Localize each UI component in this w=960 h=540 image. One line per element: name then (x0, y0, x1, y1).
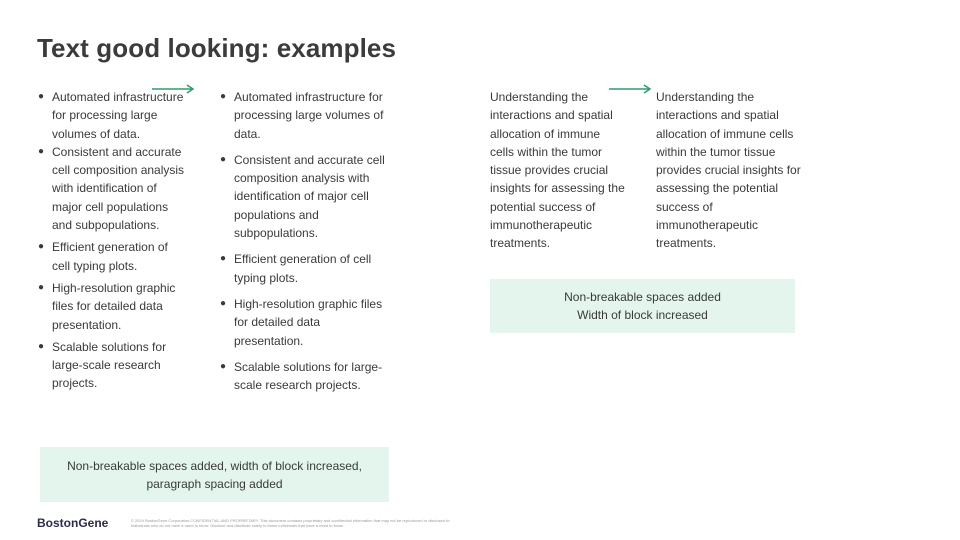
list-item-text: Efficient generation of cell typing plots. (234, 252, 372, 285)
arrow-right-icon (609, 83, 654, 95)
list-item (220, 358, 390, 395)
bullet-icon: ● (38, 340, 45, 352)
list-item (38, 338, 188, 393)
footer-disclaimer: © 2024 BostonGene Corporation CONFIDENTIAL AND PROPRIETARY. This document contains proprietary and confidential information that may not be reproduced or disclosed to individuals who do not have a need to know. Disclose and distribute solely to those individuals that have a need to know. (131, 518, 450, 528)
list-item (38, 279, 188, 334)
list-item-text: Automated infrastructure for processing large volumes of data. (234, 90, 384, 141)
list-item-text: High-resolution graphic files for detailed data presentation. (52, 280, 176, 332)
paragraph-before: Understanding the interactions and spatial allocation of immune cells within the tumor tissue provides crucial insights for assessing the potential success of immunotherapeutic treatments. (490, 90, 625, 251)
bullet-icon: ● (220, 253, 227, 265)
list-item-text: High-resolution graphic files for detailed data presentation. (234, 296, 383, 348)
list-item-text: Scalable solutions for large-scale research projects. (52, 339, 167, 391)
note-line: Width of block increased (577, 308, 708, 322)
list-item-text: Efficient generation of cell typing plots. (52, 240, 168, 273)
list-item-text: Automated infrastructure for processing large volumes of data. (52, 90, 184, 141)
list-item-text: Consistent and accurate cell composition analysis with identification of major cell populations and subpopulations. (234, 152, 385, 241)
list-item (38, 143, 188, 234)
brand-logo (37, 516, 108, 530)
list-item (220, 250, 390, 287)
arrow-right-icon (152, 83, 197, 95)
note-line: paragraph spacing added (146, 476, 283, 491)
bullet-list-after (220, 88, 390, 402)
note-line: Non-breakable spaces added, width of block increased, (67, 458, 362, 473)
list-item (38, 88, 188, 143)
bullet-icon: ● (220, 91, 227, 102)
logo-text-part2: Gene (78, 516, 109, 530)
list-item (38, 238, 188, 275)
right-example-note (490, 279, 795, 333)
list-item-text: Scalable solutions for large-scale research projects. (234, 359, 383, 393)
logo-text-part1: Boston (37, 516, 79, 530)
list-item (220, 295, 390, 350)
bullet-icon: ● (220, 153, 227, 165)
bullet-icon: ● (38, 241, 45, 253)
left-example-note (40, 447, 389, 502)
note-line: Non-breakable spaces added (564, 290, 721, 304)
list-item (220, 151, 390, 242)
paragraph-after: Understanding the interactions and spatial allocation of immune cells within the tumor tissue provides crucial insights for assessing the potential success of immunotherapeutic treatments. (656, 90, 801, 251)
page-title: Text good looking: examples (37, 33, 397, 63)
list-item (220, 88, 390, 143)
list-item-text: Consistent and accurate cell composition analysis with identification of major cell populations and subpopulations. (52, 144, 185, 233)
bullet-list-before (38, 88, 188, 393)
bullet-icon: ● (220, 360, 227, 372)
bullet-icon: ● (38, 281, 45, 293)
bullet-icon: ● (38, 145, 45, 157)
bullet-icon: ● (220, 297, 227, 309)
bullet-icon: ● (38, 91, 45, 102)
